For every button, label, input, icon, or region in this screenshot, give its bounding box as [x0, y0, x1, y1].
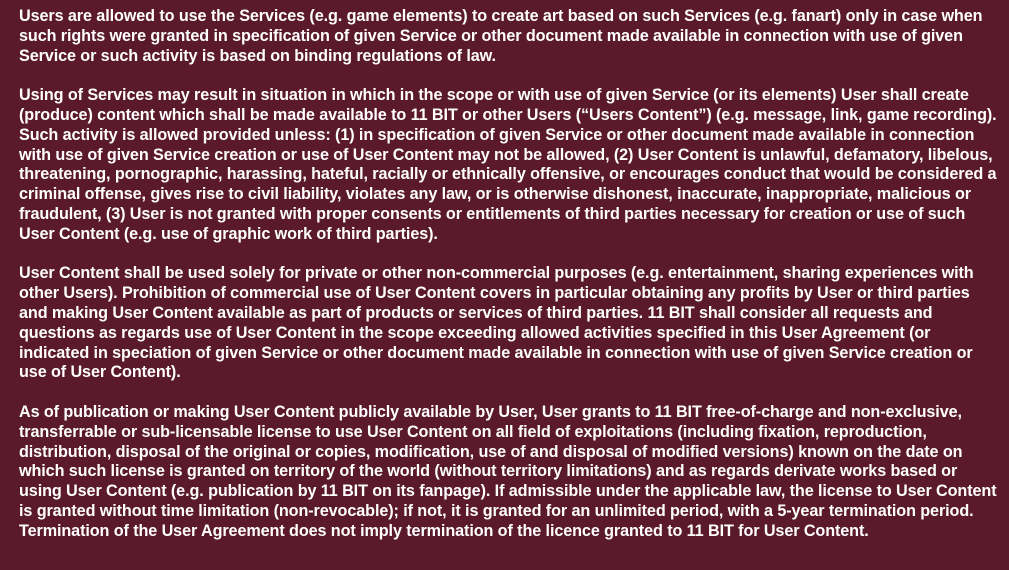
paragraph-user-content-creation: Using of Services may result in situation in which in the scope or with use of given Service (or its elements) User shall create (produce) content which shall be made available to 11 BIT or other Users (“Users Content”) (e.g. message, link, game recording). Such activity is allowed provided unless: (1) in specification of given Service or other document made available in connection with use of given Service creation or use of User Content may not be allowed, (2) User Content is unlawful, defamatory, libelous, threatening, pornographic, harassing, hateful, racially or ethnically offensive, or encourages conduct that would be considered a criminal offense, gives rise to civil liability, violates any law, or is otherwise dishonest, inaccurate, inappropriate, malicious or fraudulent, (3) User is not granted with proper consents or entitlements of third parties necessary for creation or use of such User Content (e.g. use of graphic work of third parties).: [19, 86, 997, 243]
paragraph-fanart-rights: Users are allowed to use the Services (e.g. game elements) to create art based on such Services (e.g. fanart) only in case when such rights were granted in specification of given Service or other document made available in connection with use of given Service or such activity is based on binding regulations of law.: [19, 7, 983, 65]
paragraph-non-commercial-use: User Content shall be used solely for private or other non-commercial purposes (e.g. entertainment, sharing experiences with other Users). Prohibition of commercial use of User Content covers in particular obtaining any profits by User or third parties and making User Content available as part of products or services of third parties. 11 BIT shall consider all requests and questions as regards use of User Content in the scope exceeding allowed activities specified in this User Agreement (or indicated in speciation of given Service or other document made available in connection with use of given Service creation or use of User Content).: [19, 264, 974, 382]
paragraph-license-grant: As of publication or making User Content publicly available by User, User grants to 11 BIT free-of-charge and non-exclusive, transferrable or sub-licensable license to use User Content on all field of exploitations (including fixation, reproduction, distribution, disposal of the original or copies, modification, use of and disposal of modified versions) known on the date on which such license is granted on territory of the world (without territory limitations) and as regards derivate works based or using User Content (e.g. publication by 11 BIT on its fanpage). If admissible under the applicable law, the license to User Content is granted without time limitation (non-revocable); if not, it is granted for an unlimited period, with a 5-year termination period. Termination of the User Agreement does not imply termination of the licence granted to 11 BIT for User Content.: [19, 402, 997, 540]
